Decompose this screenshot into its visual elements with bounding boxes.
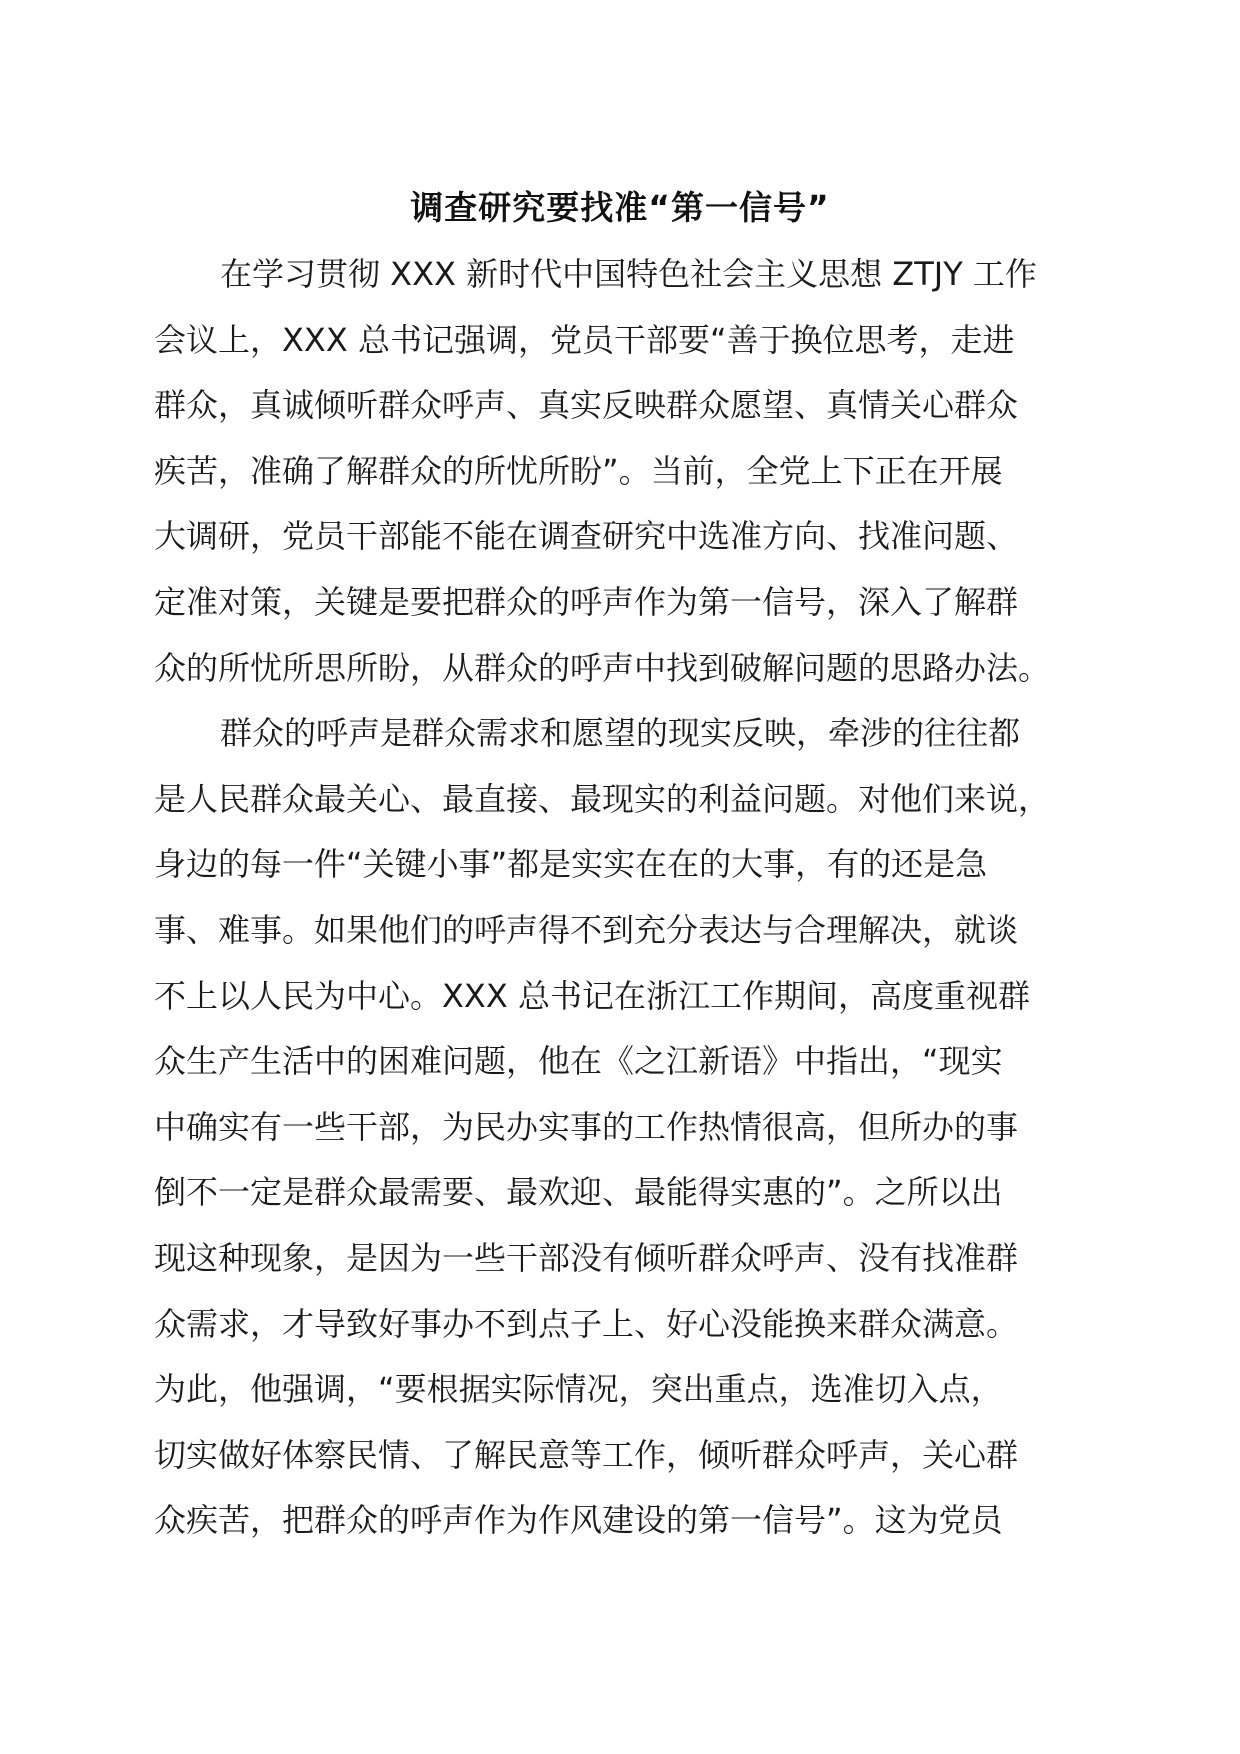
text-line: 众的所忧所思所盼，从群众的呼声中找到破解问题的思路办法。 — [154, 648, 1051, 687]
text-line: 众生产生活中的困难问题，他在《之江新语》中指出，“现实 — [154, 1042, 1003, 1081]
text-line: 群众，真诚倾听群众呼声、真实反映群众愿望、真情关心群众 — [154, 386, 1019, 425]
text-line: 众疾苦，把群众的呼声作为作风建设的第一信号”。这为党员 — [154, 1501, 1003, 1540]
document-body — [154, 242, 1084, 1554]
text-line: 会议上，XXX 总书记强调，党员干部要“善于换位思考，走进 — [154, 320, 1015, 359]
text-line: 倒不一定是群众最需要、最欢迎、最能得实惠的”。之所以出 — [154, 1173, 1003, 1212]
text-line: 不上以人民为中心。XXX 总书记在浙江工作期间，高度重视群 — [154, 976, 1030, 1015]
text-line: 中确实有一些干部，为民办实事的工作热情很高，但所办的事 — [154, 1107, 1019, 1146]
document-title: 调查研究要找准“第一信号” — [410, 188, 830, 227]
text-line: 切实做好体察民情、了解民意等工作，倾听群众呼声，关心群 — [154, 1435, 1019, 1474]
text-line: 群众的呼声是群众需求和愿望的现实反映，牵涉的往往都 — [220, 714, 1021, 753]
text-line: 为此，他强调，“要根据实际情况，突出重点，选准切入点， — [154, 1370, 1003, 1409]
text-line: 众需求，才导致好事办不到点子上、好心没能换来群众满意。 — [154, 1304, 1019, 1343]
text-line: 是人民群众最关心、最直接、最现实的利益问题。对他们来说， — [154, 779, 1051, 818]
text-line: 疾苦，准确了解群众的所忧所盼”。当前，全党上下正在开展 — [154, 451, 1003, 490]
text-line: 事、难事。如果他们的呼声得不到充分表达与合理解决，就谈 — [154, 910, 1019, 949]
text-line: 在学习贯彻 XXX 新时代中国特色社会主义思想 ZTJY 工作 — [220, 255, 1037, 293]
text-line: 身边的每一件“关键小事”都是实实在在的大事，有的还是急 — [154, 845, 988, 884]
text-line: 定准对策，关键是要把群众的呼声作为第一信号，深入了解群 — [154, 582, 1019, 621]
text-line: 现这种现象，是因为一些干部没有倾听群众呼声、没有找准群 — [154, 1238, 1019, 1277]
text-line: 大调研，党员干部能不能在调查研究中选准方向、找准问题、 — [154, 517, 1019, 556]
